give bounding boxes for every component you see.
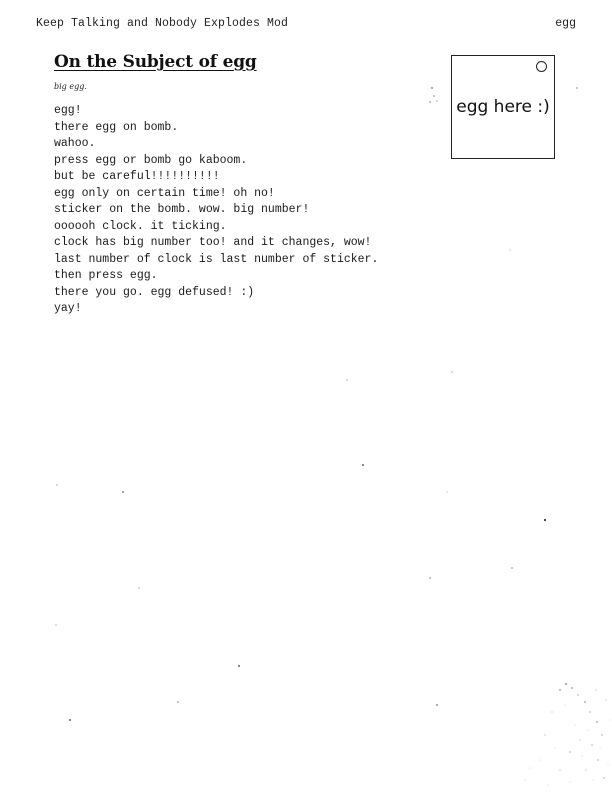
page-header-module-name: egg xyxy=(555,17,576,30)
module-label: egg here :) xyxy=(456,97,550,117)
manual-line: but be careful!!!!!!!!!! xyxy=(54,170,220,183)
manual-line: then press egg. xyxy=(54,269,158,282)
manual-line: last number of clock is last number of sticker. xyxy=(54,252,379,266)
manual-line: oooooh clock. it ticking. xyxy=(54,219,227,233)
manual-line: egg only on certain time! oh no! xyxy=(54,186,275,200)
manual-line: sticker on the bomb. wow. big number! xyxy=(54,203,310,216)
manual-line: press egg or bomb go kaboom. xyxy=(54,153,248,167)
page-header-title: Keep Talking and Nobody Explodes Mod xyxy=(36,17,289,30)
page-subtitle: big egg. xyxy=(54,82,87,91)
page-title: On the Subject of egg xyxy=(54,52,257,72)
module-diagram xyxy=(451,55,555,159)
manual-body xyxy=(54,103,378,318)
manual-line: yay! xyxy=(54,302,82,315)
status-light-icon xyxy=(536,61,547,72)
manual-line: there you go. egg defused! :) xyxy=(54,285,255,299)
manual-line: wahoo. xyxy=(54,137,96,150)
manual-line: egg! xyxy=(54,104,82,117)
manual-line: there egg on bomb. xyxy=(54,120,179,134)
manual-line: clock has big number too! and it changes, wow! xyxy=(54,236,372,249)
